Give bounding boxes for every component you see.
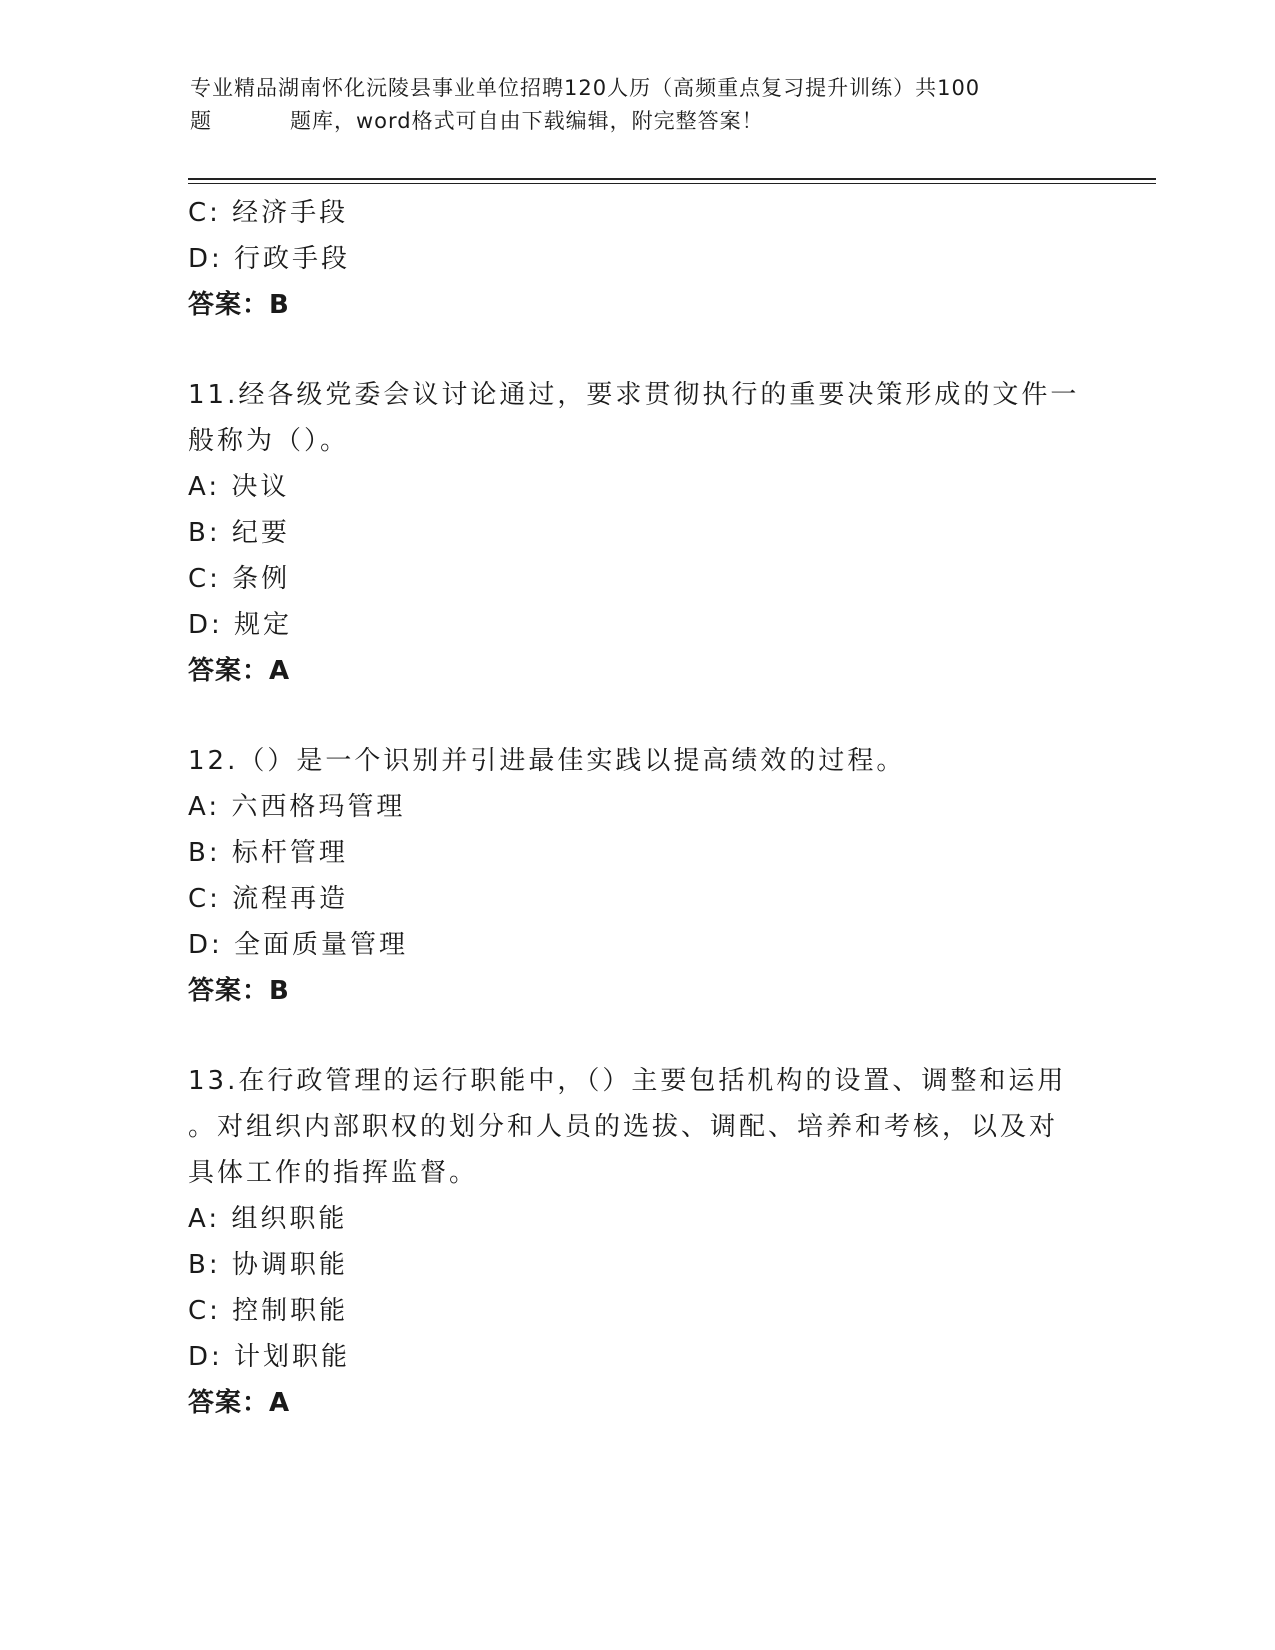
header-title-line-2 (190, 105, 1090, 138)
option-d: D: 全面质量管理 (188, 930, 409, 960)
header-title-line-1: 专业精品湖南怀化沅陵县事业单位招聘120人历（高频重点复习提升训练）共100 (190, 76, 981, 100)
header-divider-thin (188, 183, 1156, 184)
option-c: C: 条例 (188, 564, 291, 594)
option-b: B: 标杆管理 (188, 838, 348, 868)
answer-line: 答案：B (188, 976, 290, 1006)
option-c: C: 流程再造 (188, 884, 349, 914)
answer-line: 答案：A (188, 656, 291, 686)
answer-line: 答案：A (188, 1388, 291, 1418)
option-c: C: 经济手段 (188, 198, 349, 228)
answer-line: 答案：B (188, 290, 290, 320)
option-a: A: 决议 (188, 472, 290, 502)
question-11 (188, 372, 1088, 694)
question-stem-line: 。对组织内部职权的划分和人员的选拔、调配、培养和考核，以及对 (188, 1112, 1059, 1142)
option-b: B: 协调职能 (188, 1250, 348, 1280)
header-title-line-2-lead: 题 (190, 109, 212, 133)
header-title-line-2-rest: 题库，word格式可自由下载编辑，附完整答案！ (290, 109, 764, 133)
question-stem-line: 具体工作的指挥监督。 (188, 1158, 479, 1188)
option-d: D: 规定 (188, 610, 293, 640)
option-a: A: 组织职能 (188, 1204, 348, 1234)
question-stem-line: 般称为（）。 (188, 426, 350, 456)
option-d: D: 计划职能 (188, 1342, 351, 1372)
option-b: B: 纪要 (188, 518, 290, 548)
option-c: C: 控制职能 (188, 1296, 349, 1326)
question-stem-line: 12.（）是一个识别并引进最佳实践以提高绩效的过程。 (188, 746, 906, 776)
option-a: A: 六西格玛管理 (188, 792, 406, 822)
header-divider-thick (188, 178, 1156, 180)
question-12 (188, 738, 1088, 1014)
question-stem-line: 11.经各级党委会议讨论通过，要求贯彻执行的重要决策形成的文件一 (188, 380, 1080, 410)
page-header (190, 72, 1090, 138)
question-13 (188, 1058, 1088, 1426)
question-stem-line: 13.在行政管理的运行职能中，（）主要包括机构的设置、调整和运用 (188, 1066, 1067, 1096)
carry-over-block (188, 190, 1088, 328)
question-list (188, 190, 1088, 1426)
option-d: D: 行政手段 (188, 244, 351, 274)
